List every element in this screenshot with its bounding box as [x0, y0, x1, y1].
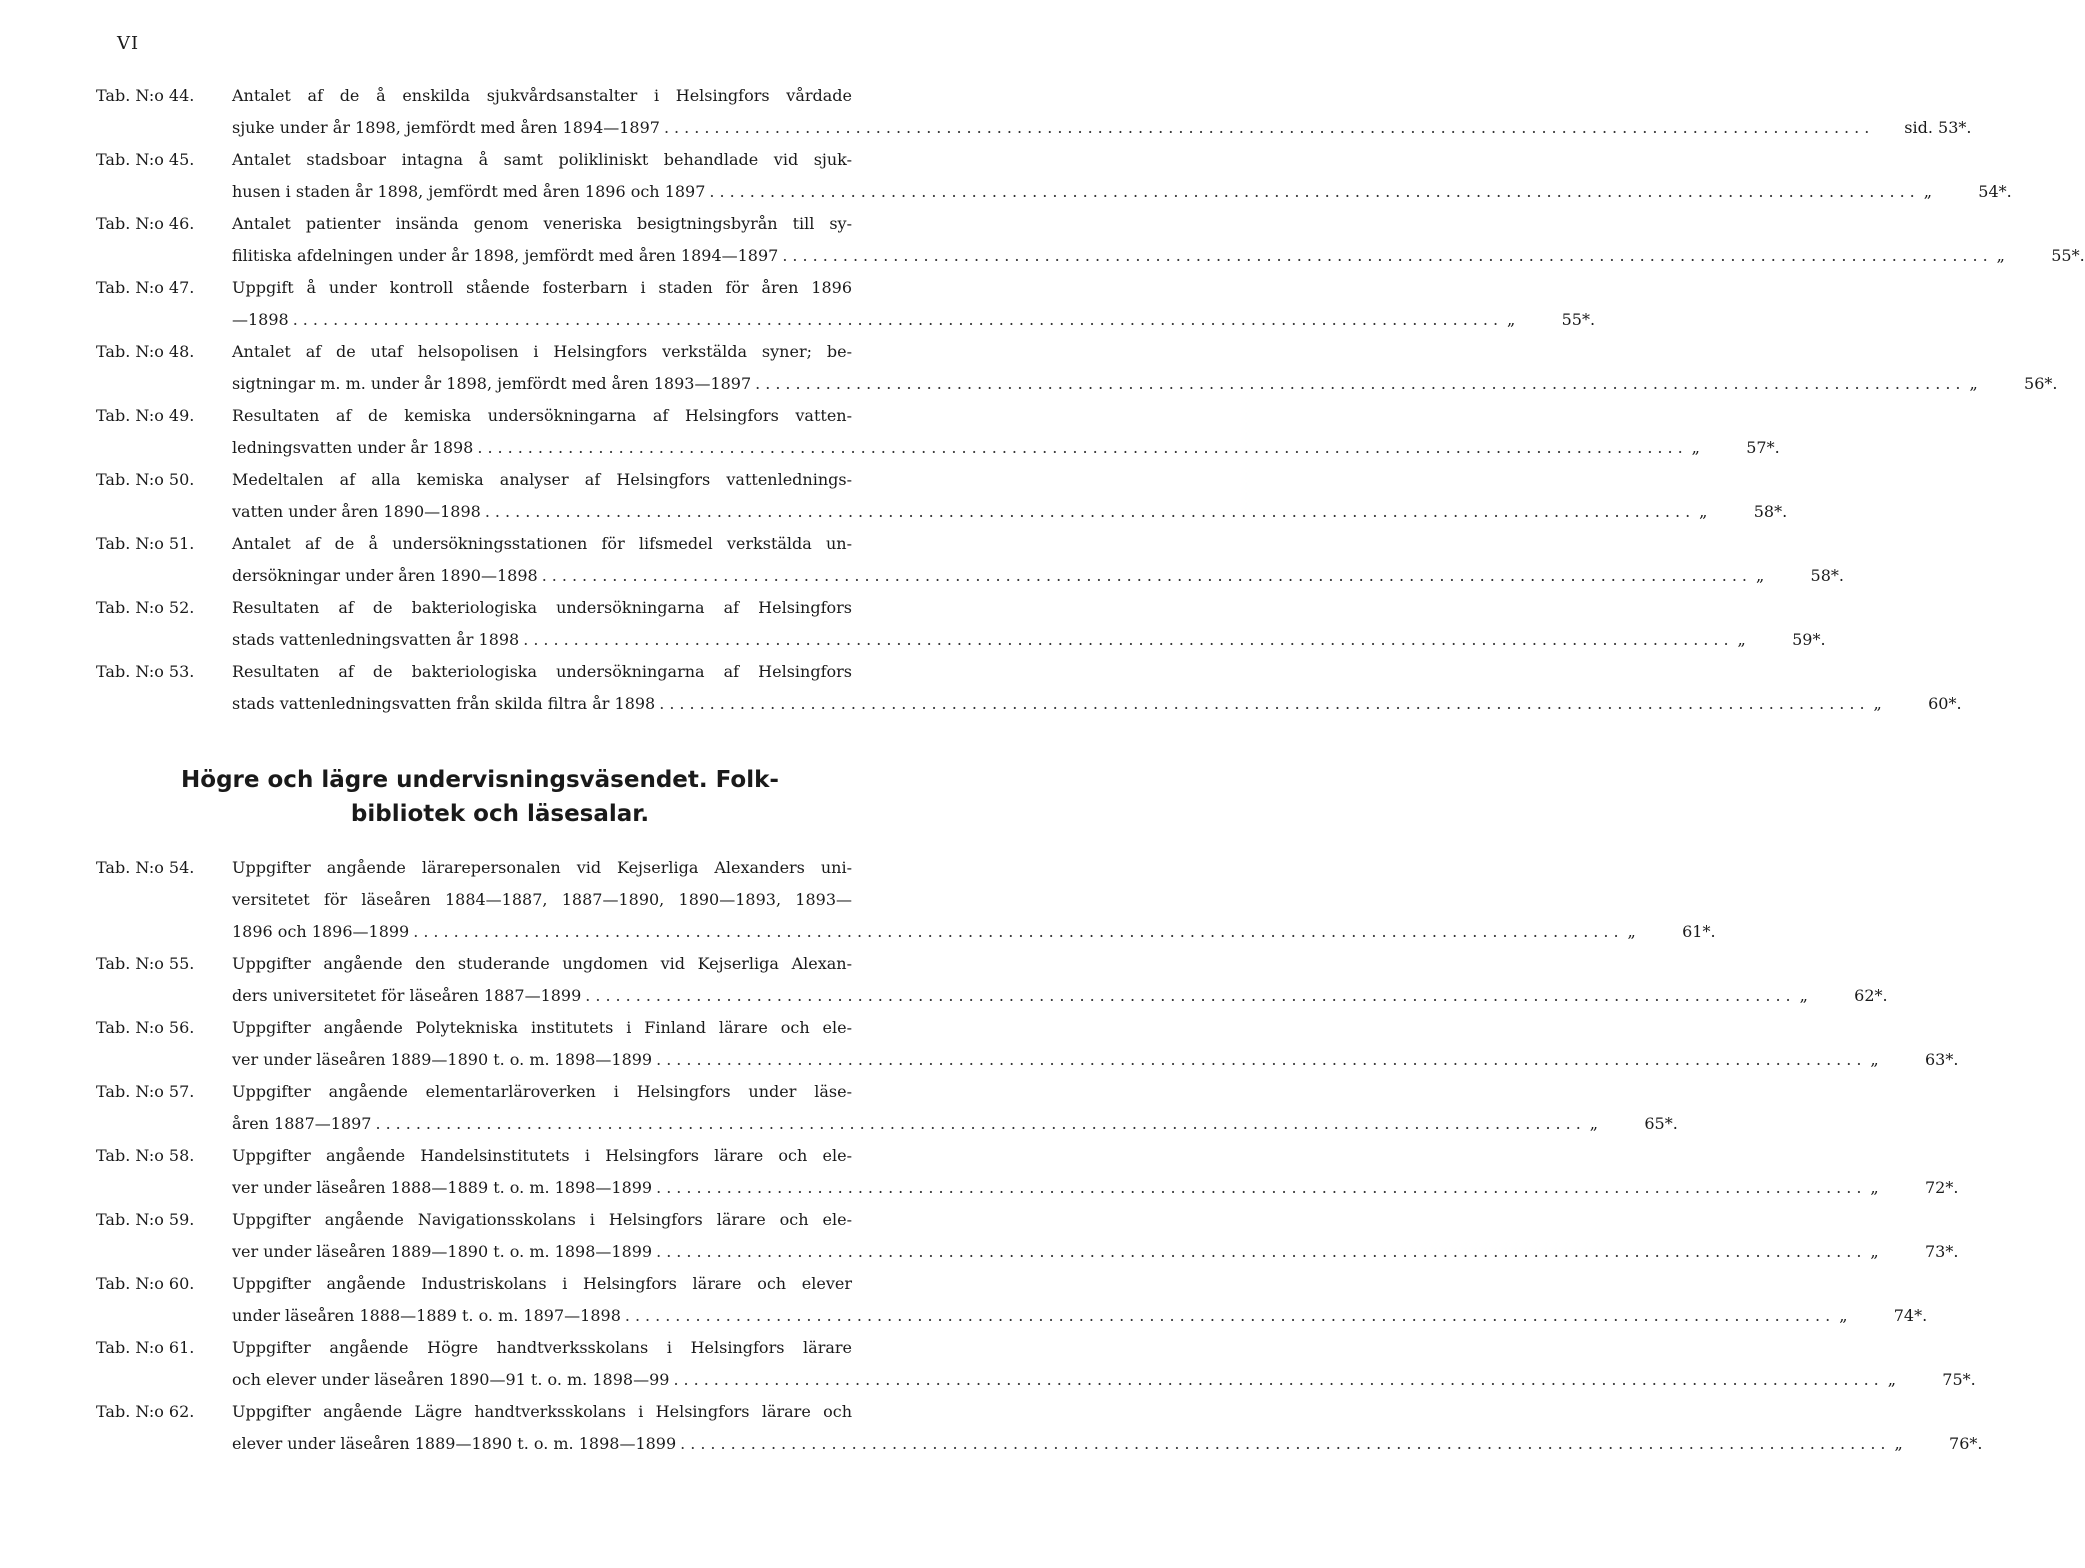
dot-leader: ........................................................................................................................ [709, 182, 1920, 201]
entry-last-line [232, 980, 1888, 1012]
entry-last-line [232, 1364, 1976, 1396]
toc-entry [0, 80, 1972, 144]
toc-entry [0, 464, 1788, 528]
ditto-mark: „ [1839, 1306, 1848, 1325]
entry-description-end: ver under läseåren 1888—1889 t. o. m. 1898—1899 [232, 1178, 653, 1197]
entry-description-end: —1898 [232, 310, 289, 329]
entry-last-line [232, 368, 2058, 400]
dot-leader: ........................................................................................................................ [656, 1242, 1867, 1261]
ditto-mark: „ [1589, 1114, 1599, 1133]
ditto-mark: „ [1699, 502, 1708, 521]
ditto-mark: „ [1873, 694, 1882, 713]
dot-leader: ........................................................................................................................ [656, 1178, 1867, 1197]
entry-description-line: Antalet af de å enskilda sjukvårdsanstalter i Helsingfors vårdade [232, 86, 852, 105]
entry-description-line: Uppgifter angående Industriskolans i Helsingfors lärare och elever [232, 1274, 852, 1293]
toc-entry [0, 272, 1596, 336]
page-reference: 62*. [1854, 986, 1888, 1005]
page-reference: 75*. [1942, 1370, 1976, 1389]
dot-leader: ........................................................................................................................ [413, 922, 1624, 941]
ditto-mark: „ [1627, 922, 1636, 941]
entry-description-line: Resultaten af de kemiska undersökningarna af Helsingfors vatten- [232, 406, 852, 425]
section-title-line1: Högre och lägre undervisningsväsendet. Folk- [181, 767, 779, 793]
ditto-mark: „ [1887, 1370, 1897, 1389]
entry-description-end: ver under läseåren 1889—1890 t. o. m. 1898—1899 [232, 1242, 653, 1261]
entry-description-end: stads vattenledningsvatten från skilda filtra år 1898 [232, 694, 656, 713]
ditto-mark: „ [1870, 1178, 1879, 1197]
ditto-mark: „ [1923, 182, 1933, 201]
page-reference: 63*. [1924, 1050, 1959, 1069]
entry-last-line [232, 496, 1788, 528]
entry-description-line: Antalet stadsboar intagna å samt polikliniskt behandlade vid sjuk- [232, 150, 852, 169]
entry-description-line: Uppgifter angående Högre handtverksskolans i Helsingfors lärare [232, 1338, 852, 1357]
dot-leader: ........................................................................................................................ [755, 374, 1966, 393]
entry-description-line: Antalet af de utaf helsopolisen i Helsingfors verkstälda syner; be- [232, 342, 852, 361]
entry-last-line [232, 1108, 1678, 1140]
page-reference: 55*. [1561, 310, 1596, 329]
dot-leader: ........................................................................................................................ [624, 1306, 1836, 1325]
table-number: Tab. N:o 61. [96, 1338, 195, 1357]
entry-description-end: sigtningar m. m. under år 1898, jemfördt med åren 1893—1897 [232, 374, 752, 393]
toc-entry [0, 1332, 1976, 1396]
table-number: Tab. N:o 60. [96, 1274, 195, 1293]
entry-description-end: husen i staden år 1898, jemfördt med åren 1896 och 1897 [232, 182, 706, 201]
table-number: Tab. N:o 53. [96, 662, 195, 681]
table-number: Tab. N:o 56. [96, 1018, 195, 1037]
ditto-mark: „ [1870, 1050, 1879, 1069]
dot-leader: ........................................................................................................................ [673, 1370, 1884, 1389]
entry-description-line: Uppgift å under kontroll stående fosterbarn i staden för åren 1896 [232, 278, 852, 297]
toc-entry [0, 400, 1780, 464]
entry-description-end: och elever under läseåren 1890—91 t. o. m. 1898—99 [232, 1370, 670, 1389]
entry-last-line [232, 240, 2085, 272]
table-number: Tab. N:o 62. [96, 1402, 195, 1421]
entry-description-end: vatten under åren 1890—1898 [232, 502, 481, 521]
entry-description-line: Medeltalen af alla kemiska analyser af Helsingfors vattenlednings- [232, 470, 852, 489]
table-number: Tab. N:o 54. [96, 858, 195, 877]
page-number: VI [117, 33, 140, 54]
table-number: Tab. N:o 47. [96, 278, 195, 297]
dot-leader: ........................................................................................................................ [659, 694, 1870, 713]
toc-entry [0, 528, 1844, 592]
entry-description-end: ledningsvatten under år 1898 [232, 438, 474, 457]
entry-last-line [232, 1236, 1959, 1268]
dot-leader: ........................................................................................................................ [477, 438, 1688, 457]
entry-last-line [232, 304, 1596, 336]
entry-description-line: Resultaten af de bakteriologiska undersökningarna af Helsingfors [232, 662, 852, 681]
toc-entry [0, 1268, 1928, 1332]
page-reference: 74*. [1893, 1306, 1928, 1325]
page-reference: 57*. [1746, 438, 1780, 457]
entry-last-line [232, 624, 1826, 656]
toc-entry [0, 1396, 1983, 1460]
table-number: Tab. N:o 51. [96, 534, 195, 553]
entry-last-line [232, 176, 2012, 208]
ditto-mark: „ [1756, 566, 1765, 585]
table-number: Tab. N:o 59. [96, 1210, 195, 1229]
dot-leader: ........................................................................................................................ [656, 1050, 1867, 1069]
ditto-mark: „ [1996, 246, 2005, 265]
entry-description-end: ders universitetet för läseåren 1887—1899 [232, 986, 582, 1005]
table-number: Tab. N:o 45. [96, 150, 195, 169]
entry-last-line [232, 112, 1972, 144]
toc-group-education [0, 852, 1983, 1460]
toc-entry [0, 144, 2012, 208]
entry-description-line: Uppgifter angående elementarläroverken i Helsingfors under läse- [232, 1082, 852, 1101]
entry-description-line: Antalet patienter insända genom veneriska besigtningsbyrån till sy- [232, 214, 852, 233]
dot-leader: ........................................................................................................................ [782, 246, 1993, 265]
page-reference: 54*. [1978, 182, 2012, 201]
entry-last-line [232, 1172, 1959, 1204]
entry-last-line [232, 1300, 1928, 1332]
entry-last-line [232, 560, 1844, 592]
page-reference: 73*. [1924, 1242, 1959, 1261]
toc-group-health [0, 80, 2085, 720]
ditto-mark: „ [1894, 1434, 1903, 1453]
toc-entry [0, 656, 1962, 720]
page-reference: 58*. [1753, 502, 1788, 521]
table-number: Tab. N:o 55. [96, 954, 195, 973]
dot-leader: ........................................................................................................................ [375, 1114, 1586, 1133]
dot-leader: ........................................................................................................................ [585, 986, 1796, 1005]
toc-entry [0, 1076, 1678, 1140]
entry-last-line [232, 916, 1716, 948]
toc-entry [0, 1012, 1959, 1076]
entry-description-line: Uppgifter angående lärarepersonalen vid Kejserliga Alexanders uni- [232, 858, 852, 877]
table-number: Tab. N:o 49. [96, 406, 195, 425]
table-number: Tab. N:o 46. [96, 214, 195, 233]
page-reference: 55*. [2051, 246, 2085, 265]
entry-description-end: 1896 och 1896—1899 [232, 922, 410, 941]
table-number: Tab. N:o 58. [96, 1146, 195, 1165]
entry-description-end: dersökningar under åren 1890—1898 [232, 566, 538, 585]
page-reference: 58*. [1810, 566, 1844, 585]
ditto-mark: „ [1691, 438, 1700, 457]
dot-leader: ........................................................................................................................ [663, 118, 1875, 137]
entry-description-end: elever under läseåren 1889—1890 t. o. m. 1898—1899 [232, 1434, 677, 1453]
toc-entry [0, 592, 1826, 656]
entry-last-line [232, 1044, 1959, 1076]
page-reference: 76*. [1949, 1434, 1983, 1453]
ditto-mark: „ [1799, 986, 1808, 1005]
table-number: Tab. N:o 44. [96, 86, 195, 105]
toc-entry [0, 336, 2058, 400]
entry-description-end: under läseåren 1888—1889 t. o. m. 1897—1898 [232, 1306, 621, 1325]
page-reference: 56*. [2024, 374, 2058, 393]
entry-last-line [232, 1428, 1983, 1460]
dot-leader: ........................................................................................................................ [523, 630, 1734, 649]
entry-description-end: åren 1887—1897 [232, 1114, 372, 1133]
ditto-mark: „ [1969, 374, 1978, 393]
entry-last-line [232, 688, 1962, 720]
entry-description-end: sjuke under år 1898, jemfördt med åren 1894—1897 [232, 118, 660, 137]
entry-description-end: ver under läseåren 1889—1890 t. o. m. 1898—1899 [232, 1050, 653, 1069]
toc-entry [0, 1140, 1959, 1204]
dot-leader: ........................................................................................................................ [292, 310, 1504, 329]
section-title-line2: bibliotek och läsesalar. [350, 801, 650, 827]
table-number: Tab. N:o 48. [96, 342, 195, 361]
page-reference: 59*. [1792, 630, 1826, 649]
entry-description-end: stads vattenledningsvatten år 1898 [232, 630, 520, 649]
toc-entry [0, 948, 1888, 1012]
entry-description-line: Uppgifter angående den studerande ungdomen vid Kejserliga Alexan- [232, 954, 852, 973]
page-reference: 61*. [1682, 922, 1716, 941]
entry-description-line: Resultaten af de bakteriologiska undersökningarna af Helsingfors [232, 598, 852, 617]
entry-description-end: filitiska afdelningen under år 1898, jemfördt med åren 1894—1897 [232, 246, 779, 265]
table-number: Tab. N:o 52. [96, 598, 195, 617]
page-reference: sid. 53*. [1904, 118, 1972, 137]
page-reference: 60*. [1928, 694, 1962, 713]
table-number: Tab. N:o 50. [96, 470, 195, 489]
entry-description-line: Antalet af de å undersökningsstationen för lifsmedel verkstälda un- [232, 534, 852, 553]
toc-entry [0, 1204, 1959, 1268]
entry-description-line: Uppgifter angående Lägre handtverksskolans i Helsingfors lärare och [232, 1402, 852, 1421]
table-number: Tab. N:o 57. [96, 1082, 195, 1101]
ditto-mark: „ [1507, 310, 1516, 329]
ditto-mark: „ [1870, 1242, 1879, 1261]
entry-description-line: Uppgifter angående Handelsinstitutets i Helsingfors lärare och ele- [232, 1146, 852, 1165]
page-reference: 72*. [1924, 1178, 1959, 1197]
entry-description-line: Uppgifter angående Navigationsskolans i Helsingfors lärare och ele- [232, 1210, 852, 1229]
entry-description-line: Uppgifter angående Polytekniska institutets i Finland lärare och ele- [232, 1018, 852, 1037]
dot-leader: ........................................................................................................................ [484, 502, 1696, 521]
toc-entry [0, 852, 1716, 948]
ditto-mark: „ [1737, 630, 1746, 649]
page-reference: 65*. [1644, 1114, 1678, 1133]
dot-leader: ........................................................................................................................ [680, 1434, 1891, 1453]
dot-leader: ........................................................................................................................ [541, 566, 1752, 585]
entry-description-line: versitetet för läseåren 1884—1887, 1887—1890, 1890—1893, 1893— [232, 890, 852, 909]
toc-entry [0, 208, 2085, 272]
entry-last-line [232, 432, 1780, 464]
